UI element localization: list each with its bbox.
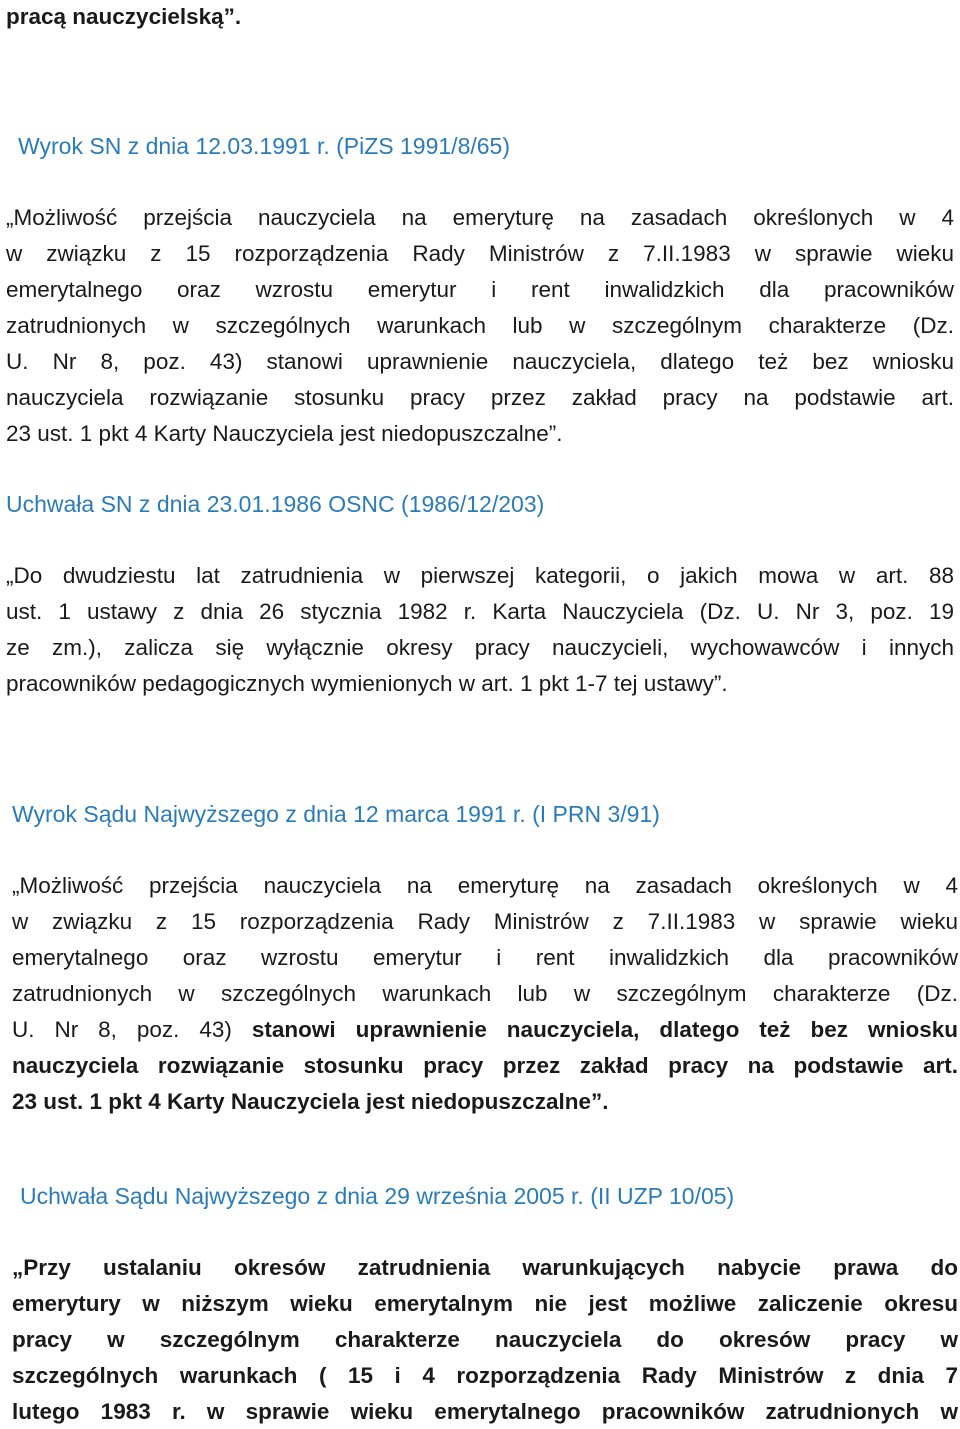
section-1-heading: Wyrok SN z dnia 12.03.1991 r. (PiZS 1991/8/65): [18, 133, 510, 159]
intro-tail-text: pracą nauczycielską”.: [6, 4, 242, 29]
section-4-bold-line: „Przy ustalaniu okresów zatrudnienia warunkujących nabycie prawa do: [12, 1255, 958, 1280]
section-1-line: U. Nr 8, poz. 43) stanowi uprawnienie nauczyciela, dlatego też bez wniosku: [6, 349, 954, 374]
section-3-line: „Możliwość przejścia nauczyciela na emeryturę na zasadach określonych w 4: [12, 873, 958, 898]
section-3-line: emerytalnego oraz wzrostu emerytur i rent inwalidzkich dla pracowników: [12, 945, 958, 970]
section-1-line: „Możliwość przejścia nauczyciela na emeryturę na zasadach określonych w 4: [6, 205, 954, 230]
section-2-line: ze zm.), zalicza się wyłącznie okresy pracy nauczycieli, wychowawców i innych: [6, 635, 954, 660]
section-3-line-mixed: [12, 1015, 958, 1045]
section-2-line: pracowników pedagogicznych wymienionych w art. 1 pkt 1-7 tej ustawy”.: [6, 671, 728, 696]
section-1-line: w związku z 15 rozporządzenia Rady Ministrów z 7.II.1983 w sprawie wieku: [6, 241, 954, 266]
section-2-line: ust. 1 ustawy z dnia 26 stycznia 1982 r. Karta Nauczyciela (Dz. U. Nr 3, poz. 19: [6, 599, 954, 624]
section-2-heading: Uchwała SN z dnia 23.01.1986 OSNC (1986/12/203): [6, 491, 545, 517]
section-4-heading: Uchwała Sądu Najwyższego z dnia 29 września 2005 r. (II UZP 10/05): [20, 1183, 735, 1209]
section-3-line-bold-part: stanowi uprawnienie nauczyciela, dlatego też bez wniosku: [251, 1017, 958, 1042]
section-3-line: zatrudnionych w szczególnych warunkach lub w szczególnym charakterze (Dz.: [12, 981, 958, 1006]
section-1-line: zatrudnionych w szczególnych warunkach lub w szczególnym charakterze (Dz.: [6, 313, 954, 338]
section-3-heading: Wyrok Sądu Najwyższego z dnia 12 marca 1991 r. (I PRN 3/91): [12, 801, 660, 827]
section-4-bold-line: szczególnych warunkach ( 15 i 4 rozporządzenia Rady Ministrów z dnia 7: [12, 1363, 958, 1388]
section-2-line: „Do dwudziestu lat zatrudnienia w pierwszej kategorii, o jakich mowa w art. 88: [6, 563, 954, 588]
section-3-line-plain-part: U. Nr 8, poz. 43): [12, 1017, 232, 1042]
section-1-line: 23 ust. 1 pkt 4 Karty Nauczyciela jest niedopuszczalne”.: [6, 421, 563, 446]
section-3-line: w związku z 15 rozporządzenia Rady Ministrów z 7.II.1983 w sprawie wieku: [12, 909, 958, 934]
section-3-bold-line: 23 ust. 1 pkt 4 Karty Nauczyciela jest niedopuszczalne”.: [12, 1089, 609, 1114]
section-1-line: nauczyciela rozwiązanie stosunku pracy przez zakład pracy na podstawie art.: [6, 385, 954, 410]
section-4-bold-line: emerytury w niższym wieku emerytalnym nie jest możliwe zaliczenie okresu: [12, 1291, 958, 1316]
section-4-bold-line: lutego 1983 r. w sprawie wieku emerytalnego pracowników zatrudnionych w: [12, 1399, 958, 1424]
section-4-bold-line: pracy w szczególnym charakterze nauczyciela do okresów pracy w: [12, 1327, 958, 1352]
section-1-line: emerytalnego oraz wzrostu emerytur i rent inwalidzkich dla pracowników: [6, 277, 954, 302]
section-3-bold-line: nauczyciela rozwiązanie stosunku pracy przez zakład pracy na podstawie art.: [12, 1053, 958, 1078]
